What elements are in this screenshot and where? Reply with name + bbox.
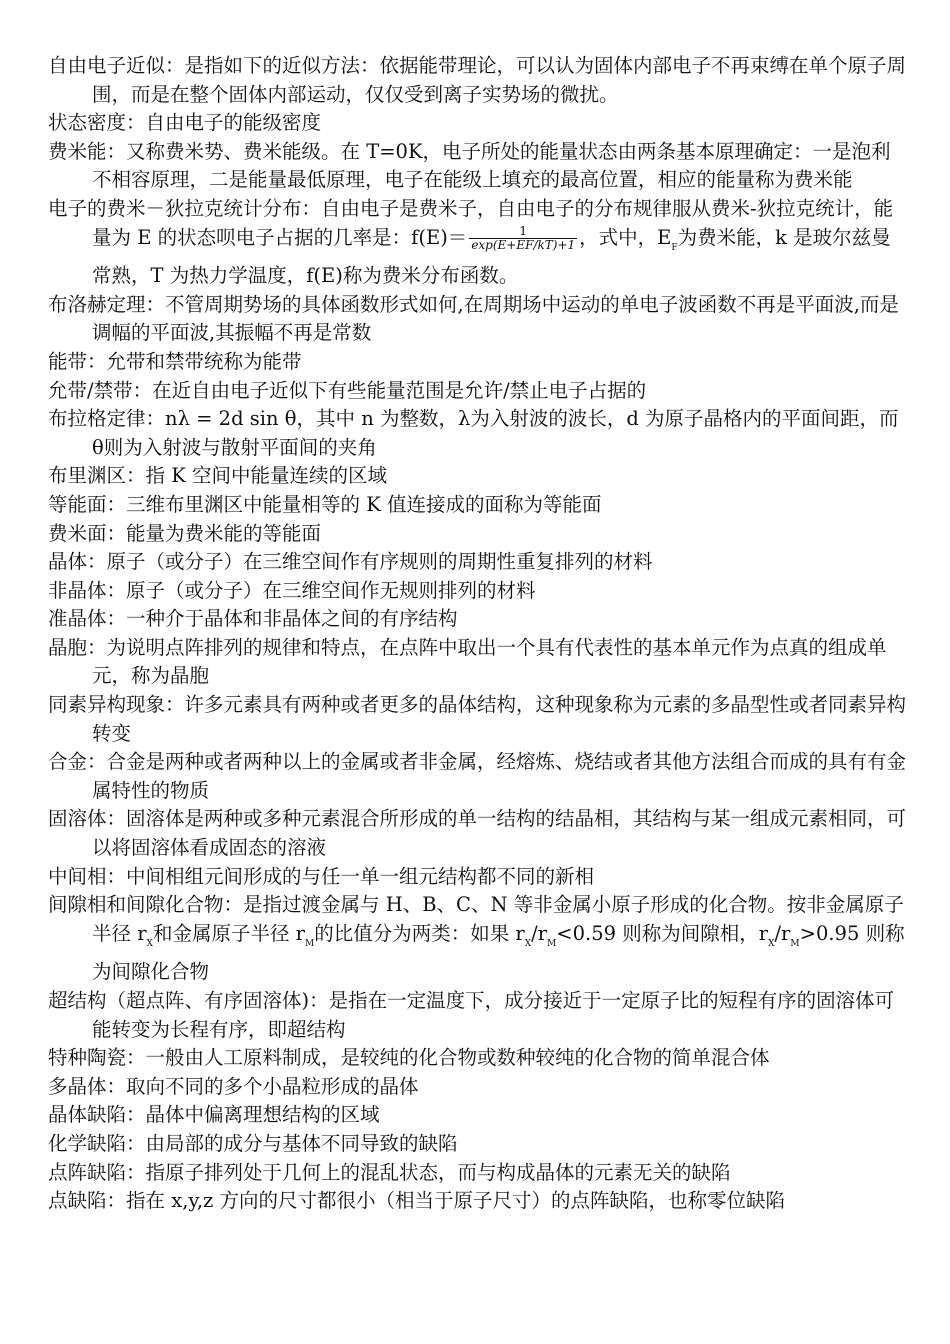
subscript-m: M bbox=[547, 938, 557, 949]
definition-crystal-defect: 晶体缺陷：晶体中偏离理想结构的区域 bbox=[48, 1103, 380, 1127]
fermi-dirac-fraction bbox=[469, 225, 577, 252]
bragg-text-a: 布拉格定律： bbox=[48, 407, 166, 431]
definition-fermi-energy: 费米能：又称费米势、费米能级。在 T=0K，电子所处的能量状态由两条基本原理确定：一是泡利不相容原理，二是能量最低原理，电子在能级上填充的最高位置，相应的能量称为费米能 bbox=[48, 139, 891, 192]
fraction-denominator: exp(E+EF/kT)+1 bbox=[471, 237, 576, 252]
definition-solid-solution: 固溶体：固溶体是两种或多种元素混合所形成的单一结构的结晶相，其结构与某一组成元素相同，可以将固溶体看成固态的溶液 bbox=[48, 807, 907, 860]
definition-density-of-states: 状态密度：自由电子的能级密度 bbox=[48, 111, 322, 135]
definition-amorphous: 非晶体：原子（或分子）在三维空间作无规则排列的材料 bbox=[48, 578, 536, 602]
fermi-dirac-text-a: 电子的费米－狄拉克统计分布：自由电子是费米子，自由电子的分布规律服从费米-狄拉克统计，能量为 E 的状态呗电子占据的几率是：f(E)＝ bbox=[48, 196, 894, 249]
definition-interstitial-phase bbox=[48, 891, 908, 987]
fermi-dirac-text-c: 为费米能，k 是玻尔兹曼常熟，T 为热力学温度，f(E)称为费米分布函数。 bbox=[92, 225, 891, 288]
definition-polycrystal: 多晶体：取向不同的多个小晶粒形成的晶体 bbox=[48, 1074, 419, 1098]
definition-bragg-law bbox=[48, 405, 908, 462]
definition-fermi-surface: 费米面：能量为费米能的等能面 bbox=[48, 521, 322, 545]
interstitial-text-a: 间隙相和间隙化合物：是指过渡金属与 H、B、C、N 等非金属小原子形成的化合物。按非金属原子半径 r bbox=[48, 893, 904, 945]
bragg-equation: nλ = 2d sin θ bbox=[165, 407, 297, 431]
definition-fermi-dirac bbox=[48, 195, 908, 291]
interstitial-text-d: /r bbox=[531, 921, 548, 945]
interstitial-text-e: <0.59 则称为间隙相，r bbox=[556, 921, 769, 945]
definition-alloy: 合金：合金是两种或者两种以上的金属或者非金属，经熔炼、烧结或者其他方法组合而成的具有有金属特性的物质 bbox=[48, 750, 907, 802]
subscript-m: M bbox=[790, 938, 800, 949]
definition-quasicrystal: 准晶体：一种介于晶体和非晶体之间的有序结构 bbox=[48, 607, 458, 631]
interstitial-text-f: /r bbox=[774, 921, 791, 945]
fraction-numerator: 1 bbox=[469, 225, 577, 239]
definition-point-defect: 点缺陷：指在 x,y,z 方向的尺寸都很小（相当于原子尺寸）的点阵缺陷，也称零位缺陷 bbox=[48, 1189, 785, 1213]
subscript-m: M bbox=[304, 938, 315, 949]
definition-energy-band: 能带：允带和禁带统称为能带 bbox=[48, 349, 302, 373]
subscript-x: X bbox=[524, 938, 532, 949]
definition-lattice-defect: 点阵缺陷：指原子排列处于几何上的混乱状态，而与构成晶体的元素无关的缺陷 bbox=[48, 1160, 731, 1184]
definition-isoenergy-surface: 等能面：三维布里渊区中能量相等的 K 值连接成的面称为等能面 bbox=[48, 492, 602, 516]
subscript-x: X bbox=[146, 938, 153, 949]
definition-unit-cell: 晶胞：为说明点阵排列的规律和特点，在点阵中取出一个具有代表性的基本单元作为点真的组成单元，称为晶胞 bbox=[48, 635, 887, 688]
definition-intermediate-phase: 中间相：中间相组元间形成的与任一单一组元结构都不同的新相 bbox=[48, 864, 595, 888]
document-page bbox=[48, 52, 908, 1216]
definition-crystal: 晶体：原子（或分子）在三维空间作有序规则的周期性重复排列的材料 bbox=[48, 550, 653, 574]
subscript-x: X bbox=[768, 938, 775, 949]
interstitial-text-c: 的比值分为两类：如果 r bbox=[314, 921, 525, 945]
definition-special-ceramics: 特种陶瓷：一般由人工原料制成，是较纯的化合物或数种较纯的化合物的简单混合体 bbox=[48, 1046, 770, 1070]
interstitial-text-b: 和金属原子半径 r bbox=[152, 921, 305, 945]
bragg-text-b: ，其中 n 为整数，λ为入射波的波长，d 为原子晶格内的平面间距，而θ则为入射波与散射平面间的夹角 bbox=[92, 407, 899, 459]
definition-chemical-defect: 化学缺陷：由局部的成分与基体不同导致的缺陷 bbox=[48, 1131, 458, 1155]
definition-brillouin-zone: 布里渊区：指 K 空间中能量连续的区域 bbox=[48, 464, 387, 488]
interstitial-text-g: >0.95 则称为间隙化合物 bbox=[92, 921, 905, 984]
definition-free-electron-approx: 自由电子近似：是指如下的近似方法：依据能带理论，可以认为固体内部电子不再束缚在单个原子周围，而是在整个固体内部运动，仅仅受到离子实势场的微扰。 bbox=[48, 54, 907, 106]
definition-allotropy: 同素异构现象：许多元素具有两种或者更多的晶体结构，这种现象称为元素的多晶型性或者同素异构转变 bbox=[48, 693, 907, 745]
definition-bloch-theorem: 布洛赫定理：不管周期势场的具体函数形式如何,在周期场中运动的单电子波函数不再是平面波,而是调幅的平面波,其振幅不再是常数 bbox=[48, 292, 899, 345]
definition-superstructure: 超结构（超点阵、有序固溶体)：是指在一定温度下，成分接近于一定原子比的短程有序的固溶体可能转变为长程有序，即超结构 bbox=[48, 989, 895, 1041]
fermi-subscript: F bbox=[671, 242, 678, 253]
fermi-dirac-text-b: ，式中，E bbox=[579, 225, 672, 249]
definition-allowed-forbidden-band: 允带/禁带：在近自由电子近似下有些能量范围是允许/禁止电子占据的 bbox=[48, 378, 647, 402]
